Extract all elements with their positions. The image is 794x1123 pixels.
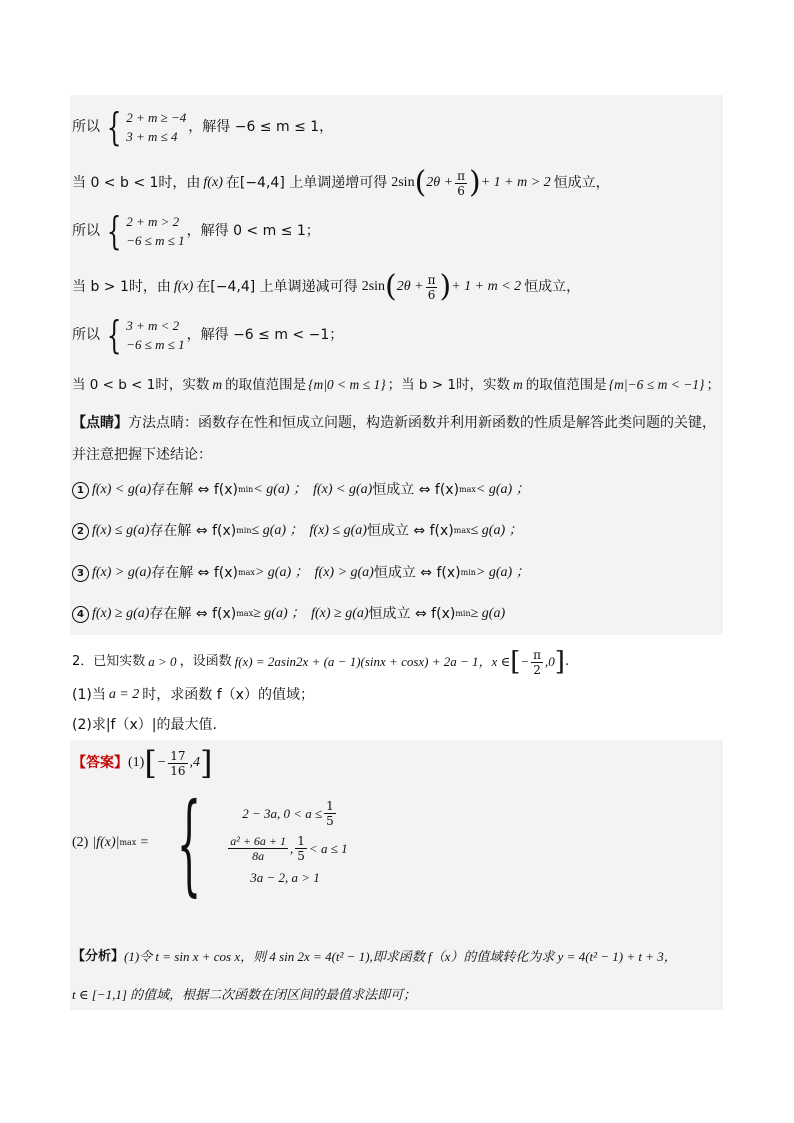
solution-line-5 [72,313,344,357]
expr: 2sin [361,279,386,294]
fraction: $\frac{17}{16}$ [170,748,186,778]
text: 所以 [72,119,100,135]
dianjing-line-1: 【点睛】 方法点睛：函数存在性和恒成立问题，构造新函数并利用新函数的性质是解答此类问题的关键， [72,415,716,431]
rule-row: 2 f(x) ≤ g(a) 存在解 ⇔ f(x) min ≤ g(a) ； f(x) ≤ g(a) 恒成立 ⇔ f(x) max ≤ g(a) ； [72,522,523,540]
fenxi-line-2: t ∈ [−1,1] 的值域，根据二次函数在闭区间的最值求法即可； [72,987,417,1002]
fenxi-line-1: 【分析】 (1)令 t = sin x + cos x，则 4 sin 2x = 4(t² − 1),即求函数 f（x）的值域转化为求 y = 4(t² − 1) + t + 3， [72,949,677,964]
system-brace: { 2 + m > 2 −6 ≤ m ≤ 1 [106,209,185,253]
question-2-part-1: (1)当 a = 2 时，求函数 f（x）的值域； [72,687,314,703]
circled-number: 2 [72,523,89,540]
rule-row: 4 f(x) ≥ g(a) 存在解 ⇔ f(x) max ≥ g(a) ； f(x) ≥ g(a) 恒成立 ⇔ f(x) min ≥ g(a) [72,605,505,623]
expr: + 1 + m < 2 [451,279,522,294]
section-label: 【分析】 [72,949,125,964]
fraction: $\frac{\pi}{2}$ [533,647,542,677]
text: 恒成立， [553,175,610,191]
expr: 2sin [391,175,415,190]
range-set: {m|−6 ≤ m < −1} [608,377,705,392]
function: f(x) [173,279,194,294]
solution-line-1 [72,105,334,149]
expr: 2θ + [426,175,454,190]
solution-line-6: 当 0 < b < 1时，实数 m 的取值范围是 {m|0 < m ≤ 1} ；当 b > 1时，实数 m 的取值范围是 {m|−6 ≤ m < −1} ； [72,377,720,393]
circled-number: 4 [72,606,89,623]
inequality: 3 + m ≤ 4 [126,129,178,144]
fraction: $\frac{\pi}{6}$ [457,168,466,198]
fraction: $\frac{\pi}{6}$ [427,272,436,302]
text: 所以 [72,223,100,239]
range-set: {m|0 < m ≤ 1} [308,377,386,392]
solution-line-4: 当 b > 1时，由 f(x) 在[−4,4] 上单调递减可得 2sin ( 2θ + $\frac{\pi}{6}$ ) + 1 + m < 2 恒成立， [72,269,581,304]
expr: 2θ + [396,279,424,294]
text: ，解得 −6 ≤ m < −1； [186,327,344,343]
text: 在[−4,4] 上单调递减可得 [196,279,358,295]
circled-number: 1 [72,482,89,499]
text: ，解得 −6 ≤ m ≤ 1， [188,119,334,135]
piecewise-brace: { [176,779,202,907]
circled-number: 3 [72,565,89,582]
text: 当 0 < b < 1时，由 [72,175,201,191]
dianjing-line-2: 并注意把握下述结论： [72,447,212,463]
rule-row: 1 f(x) < g(a) 存在解 ⇔ f(x) min < g(a) ； f(x) < g(a) 恒成立 ⇔ f(x) max < g(a) ； [72,481,530,499]
system-brace: { 2 + m ≥ −4 3 + m ≤ 4 [106,105,187,149]
system-brace: { 3 + m < 2 −6 ≤ m ≤ 1 [106,313,185,357]
text: 在[−4,4] 上单调递增可得 [225,175,388,191]
fraction: $\frac{1}{5}$ [297,834,305,863]
solution-line-3 [72,209,320,253]
rule-row: 3 f(x) > g(a) 存在解 ⇔ f(x) max > g(a) ； f(x) > g(a) 恒成立 ⇔ f(x) min > g(a) ； [72,564,530,582]
fraction: $\frac{\text{a² + 6a + 1}}{8a}$ [230,834,287,863]
section-label: 【点睛】 [72,415,128,431]
section-label: 【答案】 [72,755,128,771]
question-2: 2．已知实数 a > 0 ，设函数 f(x) = 2asin2x + (a − 1)(sinx + cosx) + 2a − 1，x ∈ [ − $\frac{\pi}{2}$ ,0 ] . [72,647,570,677]
answer-line-2: (2) |f(x)| max = { 2 − 3a, 0 < a ≤ $\frac{1}{5}$ $\frac{\text{a² + 6a + 1}}{8a}$ , $\frac{1}{5}$ < a ≤ 1 3a − 2, a > 1 [72,779,348,907]
text: ，解得 0 < m ≤ 1； [186,223,320,239]
text: 恒成立， [524,279,581,295]
text: 当 b > 1时，由 [72,279,171,295]
fraction: $\frac{1}{5}$ [326,799,334,828]
question-2-part-2: (2)求|f（x）|的最大值. [72,717,217,733]
expr: + 1 + m > 2 [480,175,551,190]
solution-line-2: 当 0 < b < 1时，由 f(x) 在[−4,4] 上单调递增可得 2sin ( 2θ + $\frac{\pi}{6}$ ) + 1 + m > 2 恒成立， [72,165,610,200]
function: f(x) [203,175,223,190]
answer-line-1: 【答案】 (1) [ − $\frac{17}{16}$ ,4 ] [72,744,213,782]
text: 所以 [72,327,100,343]
inequality: 2 + m ≥ −4 [126,110,187,125]
